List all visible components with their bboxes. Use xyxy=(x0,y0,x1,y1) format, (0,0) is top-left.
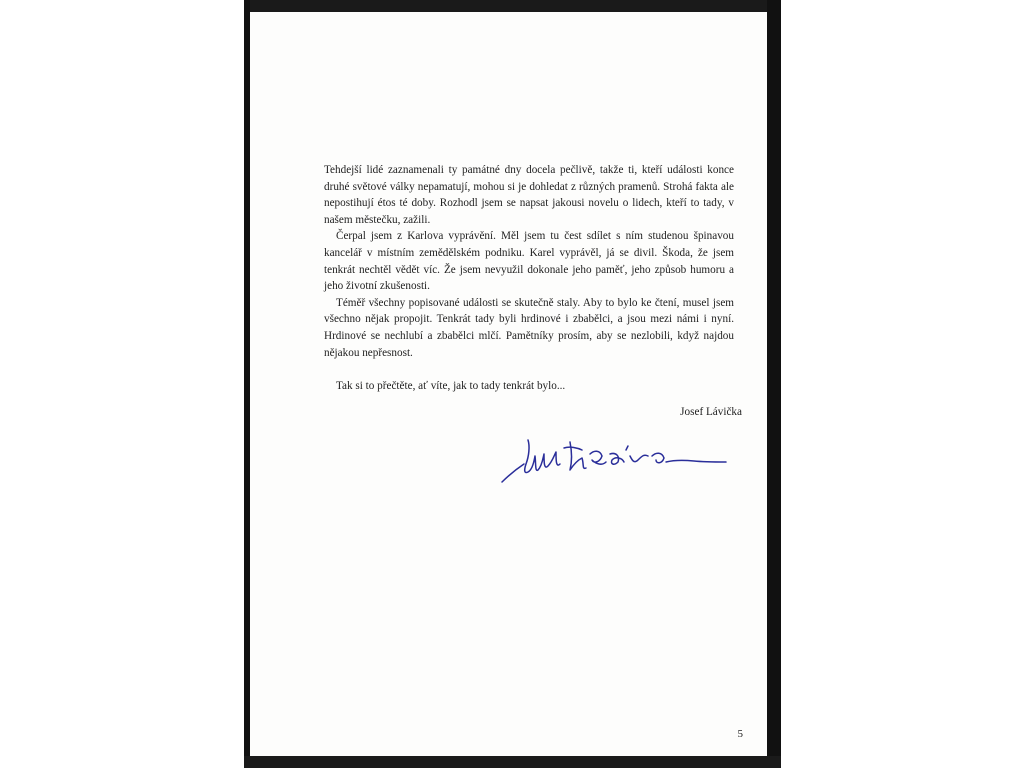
author-name: Josef Lávička xyxy=(680,406,742,418)
page-number: 5 xyxy=(737,728,743,740)
paragraph-2: Čerpal jsem z Karlova vyprávění. Měl jsem tu čest sdílet s ním studenou špinavou kancelář v místním zemědělském podniku. Karel vyprávěl, já se divil. Škoda, že jsem tenkrát nechtěl vědět víc. Že jsem nevyužil dokonale jeho paměť, jeho způsob humoru a jeho životní zkušenosti. xyxy=(324,230,734,293)
foreword-text xyxy=(324,162,734,361)
scan-border-right xyxy=(767,0,781,768)
closing-line: Tak si to přečtěte, ať víte, jak to tady tenkrát bylo... xyxy=(336,380,566,392)
handwritten-signature xyxy=(498,434,730,486)
scan-border-bottom xyxy=(244,756,781,768)
paragraph-1: Tehdejší lidé zaznamenali ty památné dny docela pečlivě, takže ti, kteří události konce druhé světové války nepamatují, mohou si je dohledat z různých pramenů. Strohá fakta ale nepostihují étos té doby. Rozhodl jsem se napsat jakousi novelu o lidech, kteří to tady, v našem městečku, zažili. xyxy=(324,164,734,226)
paragraph-3: Téměř všechny popisované události se skutečně staly. Aby to bylo ke čtení, musel jsem všechno nějak propojit. Tenkrát tady byli hrdinové i zbabělci, a jsou mezi námi i nyní. Hrdinové se nechlubí a zbabělci mlčí. Pamětníky prosím, aby se nezlobili, když najdou nějakou nepřesnost. xyxy=(324,296,734,359)
book-page xyxy=(250,12,767,756)
scan-border-top xyxy=(244,0,781,12)
